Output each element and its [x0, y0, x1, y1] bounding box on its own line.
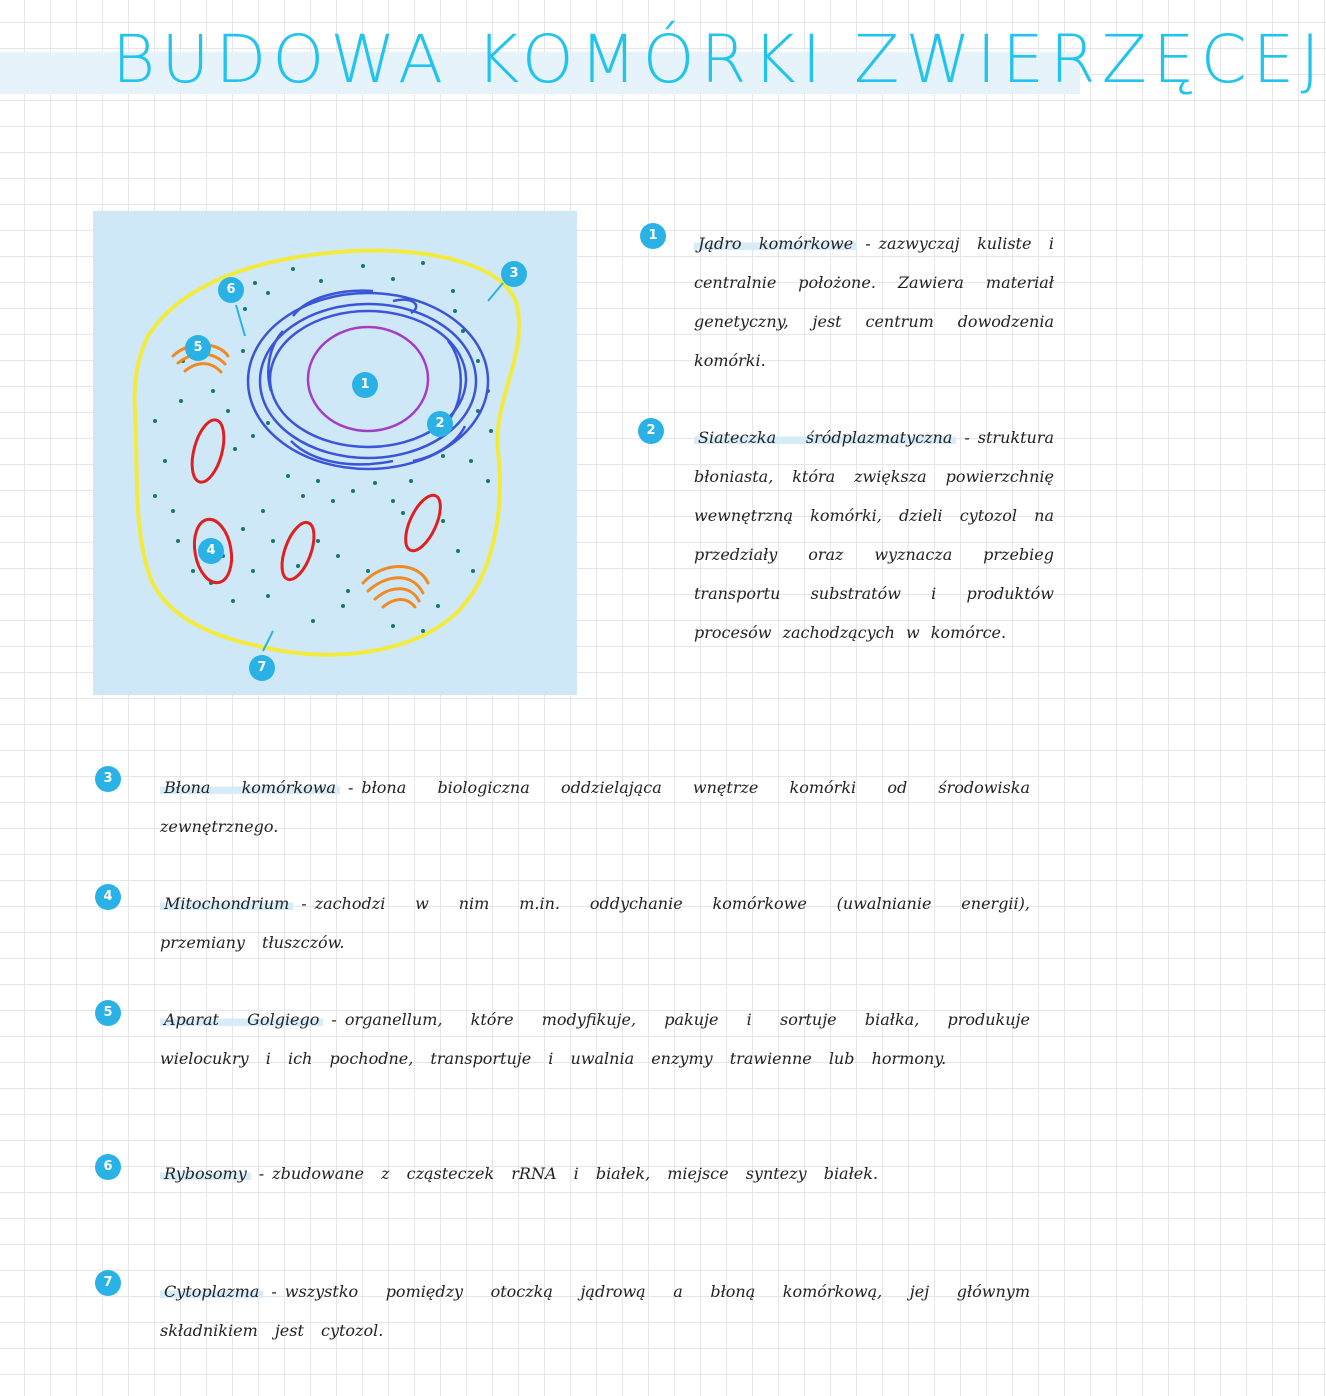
entry-text: błona biologiczna oddzielająca wnętrze komórki od środowiska zewnętrznego. — [160, 778, 1030, 836]
entry-badge-5: 5 — [95, 1000, 121, 1026]
diagram-badge-6: 6 — [218, 277, 244, 303]
entry-separator: - — [301, 894, 307, 913]
entry-term: Błona komórkowa — [160, 778, 340, 797]
entry-ribosomes — [160, 1154, 1030, 1193]
entry-cytoplasm — [160, 1272, 1030, 1350]
entry-badge-2: 2 — [638, 418, 664, 444]
entry-separator: - — [271, 1282, 277, 1301]
diagram-badge-2: 2 — [427, 411, 453, 437]
entry-badge-7: 7 — [95, 1270, 121, 1296]
entry-text: organellum, które modyfikuje, pakuje i sortuje białka, produkuje wielocukry i ich pochodne, transportuje i uwalnia enzymy trawienne lub hormony. — [160, 1010, 1030, 1068]
entry-separator: - — [964, 428, 970, 447]
entry-text: zazwyczaj kuliste i centralnie położone. Zawiera materiał genetyczny, jest centrum dowodzenia komórki. — [694, 234, 1054, 370]
entry-badge-3: 3 — [95, 766, 121, 792]
entry-term: Siateczka śródplazmatyczna — [694, 428, 956, 447]
diagram-badge-5: 5 — [185, 335, 211, 361]
entry-term: Mitochondrium — [160, 894, 293, 913]
entry-separator: - — [347, 778, 354, 797]
entry-endoplasmic-reticulum — [694, 418, 1054, 652]
entry-term: Rybosomy — [160, 1164, 251, 1183]
entry-text: zbudowane z cząsteczek rRNA i białek, miejsce syntezy białek. — [272, 1164, 879, 1183]
entry-term: Jądro komórkowe — [694, 234, 857, 253]
entry-golgi-apparatus — [160, 1000, 1030, 1078]
entry-separator: - — [331, 1010, 337, 1029]
entry-badge-4: 4 — [95, 884, 121, 910]
diagram-badge-1: 1 — [352, 372, 378, 398]
page-title: BUDOWA KOMÓRKI ZWIERZĘCEJ — [112, 21, 1326, 98]
entry-term: Aparat Golgiego — [160, 1010, 323, 1029]
entry-nucleus — [694, 224, 1054, 380]
entry-term: Cytoplazma — [160, 1282, 263, 1301]
diagram-badge-3: 3 — [501, 261, 527, 287]
entry-text: wszystko pomiędzy otoczką jądrową a błoną komórkową, jej głównym składnikiem jest cytozol. — [160, 1282, 1030, 1340]
entry-separator: - — [258, 1164, 265, 1183]
entry-cell-membrane — [160, 768, 1030, 846]
entry-text: zachodzi w nim m.in. oddychanie komórkowe (uwalnianie energii), przemiany tłuszczów. — [160, 894, 1030, 952]
entry-badge-6: 6 — [95, 1154, 121, 1180]
entry-separator: - — [865, 234, 871, 253]
entry-text: struktura błoniasta, która zwiększa powierzchnię wewnętrzną komórki, dzieli cytozol na przedziały oraz wyznacza przebieg transportu substratów i produktów procesów zachodzących w komórce. — [694, 428, 1054, 642]
entry-mitochondrium — [160, 884, 1030, 962]
diagram-badge-7: 7 — [249, 655, 275, 681]
entry-badge-1: 1 — [640, 223, 666, 249]
cell-diagram — [93, 211, 577, 695]
diagram-badge-4: 4 — [198, 538, 224, 564]
